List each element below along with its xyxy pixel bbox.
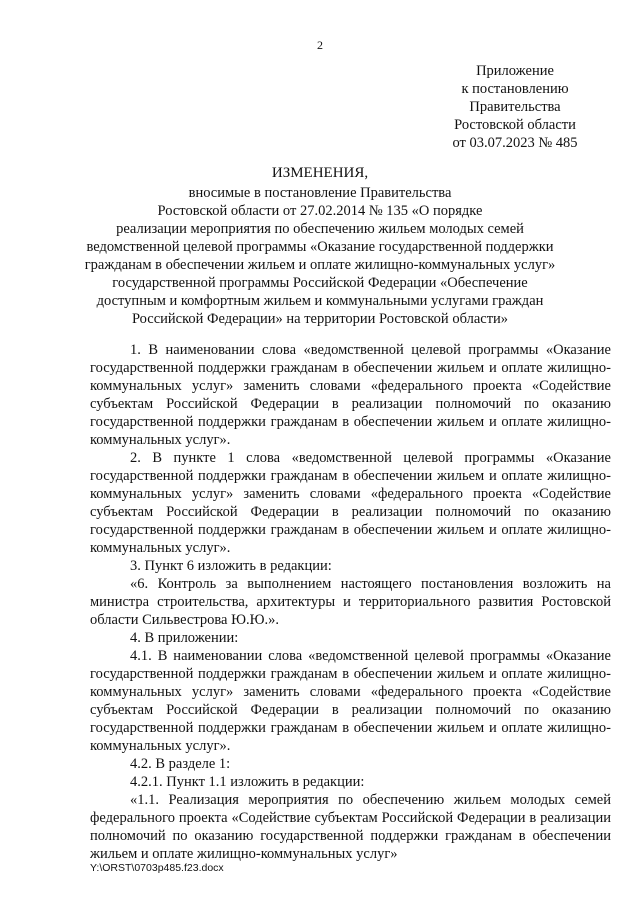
heading-line: государственной программы Российской Федерации «Обеспечение <box>112 275 528 291</box>
paragraph: 4. В приложении: <box>130 630 239 646</box>
appendix-line: к постановлению <box>461 81 569 97</box>
paragraph: 4.2. В разделе 1: <box>130 756 231 772</box>
paragraph: 1. В наименовании слова «ведомственной целевой программы «Оказание государственной поддержки гражданам в обеспечении жильем и оплате жилищно-коммунальных услуг» заменить словами «федерального проекта «Содействие субъектам Российской Федерации в реализации полномочий по оказанию государственной поддержки гражданам в обеспечении жильем и оплате жилищно-коммунальных услуг». <box>90 342 611 448</box>
paragraph: «6. Контроль за выполнением настоящего постановления возложить на министра строительства, архитектуры и территориального развития Ростовской области Сильвестрова Ю.Ю.». <box>90 576 611 628</box>
paragraph: 2. В пункте 1 слова «ведомственной целевой программы «Оказание государственной поддержки гражданам в обеспечении жильем и оплате жилищно-коммунальных услуг» заменить словами «федерального проекта «Содействие субъектам Российской Федерации в реализации полномочий по оказанию государственной поддержки гражданам в обеспечении жильем и оплате жилищно-коммунальных услуг». <box>90 450 611 556</box>
heading-line: Ростовской области от 27.02.2014 № 135 «О порядке <box>157 203 483 219</box>
paragraph: «1.1. Реализация мероприятия по обеспечению жильем молодых семей федерального проекта «Содействие субъектам Российской Федерации в реализации полномочий по оказанию государственной поддержки гражданам в обеспечении жильем и оплате жилищно-коммунальных услуг» <box>90 792 611 862</box>
appendix-line: от 03.07.2023 № 485 <box>452 135 578 151</box>
heading-line: гражданам в обеспечении жильем и оплате жилищно-коммунальных услуг» <box>84 257 556 273</box>
appendix-line: Приложение <box>476 63 554 79</box>
appendix-line: Правительства <box>469 99 561 115</box>
heading-line: вносимые в постановление Правительства <box>188 185 452 201</box>
heading-line: Российской Федерации» на территории Ростовской области» <box>131 311 509 327</box>
file-path-footer: Y:\ORST\0703p485.f23.docx <box>90 862 224 874</box>
paragraph: 4.1. В наименовании слова «ведомственной целевой программы «Оказание государственной поддержки гражданам в обеспечении жильем и оплате жилищно-коммунальных услуг» заменить словами «федерального проекта «Содействие субъектам Российской Федерации в реализации полномочий по оказанию государственной поддержки гражданам в обеспечении жильем и оплате жилищно-коммунальных услуг». <box>90 648 611 754</box>
document-heading <box>70 164 570 328</box>
paragraph: 4.2.1. Пункт 1.1 изложить в редакции: <box>130 774 365 790</box>
page-number: 2 <box>317 38 323 52</box>
appendix-header <box>440 62 590 152</box>
document-body <box>90 341 611 863</box>
heading-title: ИЗМЕНЕНИЯ, <box>271 165 369 181</box>
heading-line: реализации мероприятия по обеспечению жильем молодых семей <box>116 221 524 237</box>
heading-line: ведомственной целевой программы «Оказание государственной поддержки <box>86 239 554 255</box>
heading-line: доступным и комфортным жильем и коммунальными услугами граждан <box>96 293 544 309</box>
appendix-line: Ростовской области <box>454 117 576 133</box>
paragraph: 3. Пункт 6 изложить в редакции: <box>130 558 332 574</box>
